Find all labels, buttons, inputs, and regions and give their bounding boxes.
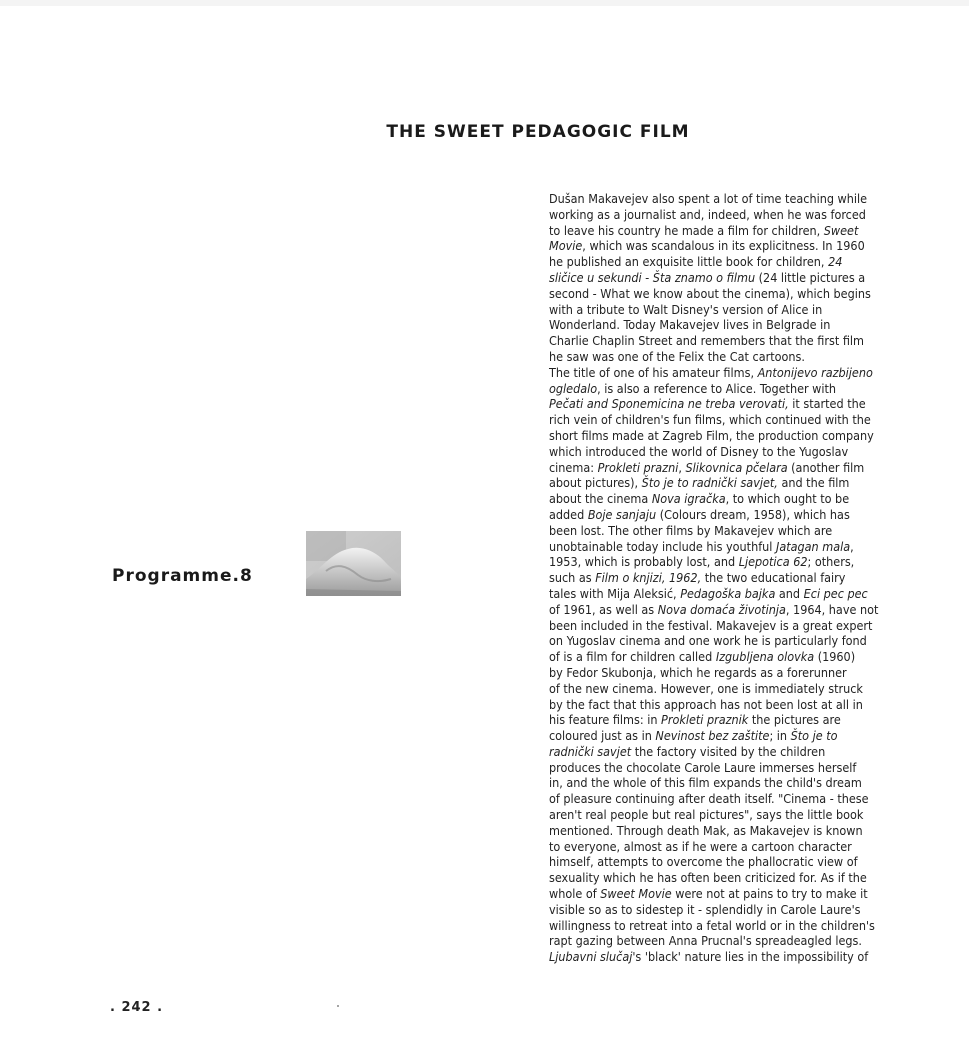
body-line (549, 681, 894, 697)
body-line-segment: rapt gazing between Anna Prucnal's spreadeagled legs. (549, 933, 862, 949)
body-line (549, 302, 894, 318)
body-line-segment: the pictures are (748, 712, 841, 728)
body-line (549, 902, 894, 918)
body-line-segment: (24 little pictures a (755, 269, 866, 285)
body-line-italic-segment: Prokleti praznik (661, 712, 749, 728)
body-line (549, 333, 894, 349)
body-line (549, 728, 894, 744)
body-line (549, 238, 894, 254)
body-line-segment: himself, attempts to overcome the phallocratic view of (549, 854, 858, 870)
body-line (549, 349, 894, 365)
body-line-segment: on Yugoslav cinema and one work he is particularly fond (549, 633, 867, 649)
body-line-segment: , is also a reference to Alice. Together with (597, 380, 837, 396)
body-line-segment: 1953, which is probably lost, and (549, 554, 739, 570)
body-line-italic-segment: Film o knjizi, 1962, (595, 570, 702, 586)
body-line-italic-segment: Slikovnica pčelara (685, 459, 788, 475)
body-line (549, 886, 894, 902)
body-line-italic-segment: Što je to (790, 728, 838, 744)
body-line-segment: by Fedor Skubonja, which he regards as a forerunner (549, 664, 847, 680)
body-line-segment: Wonderland. Today Makavejev lives in Belgrade in (549, 317, 831, 333)
body-line (549, 839, 894, 855)
body-line-italic-segment: Boje sanjaju (587, 506, 657, 522)
body-line-segment: 's 'black' nature lies in the impossibility of (632, 949, 869, 965)
body-line-italic-segment: Pedagoška bajka (680, 585, 776, 601)
body-line (549, 254, 894, 270)
body-line (549, 491, 894, 507)
body-line-segment: Dušan Makavejev also spent a lot of time teaching while (549, 191, 868, 206)
body-line-segment: added (549, 506, 588, 522)
body-line-segment: unobtainable today include his youthful (549, 538, 777, 554)
body-line-segment: the two educational fairy (701, 570, 846, 586)
body-line (549, 286, 894, 302)
body-line-segment: , (850, 538, 854, 554)
body-line-segment: second - What we know about the cinema), which begins (549, 285, 871, 301)
body-line-italic-segment: Nevinost bez zaštite (655, 728, 770, 744)
body-line-italic-segment: Nova igračka (651, 491, 726, 507)
body-line (549, 396, 894, 412)
body-line (549, 475, 894, 491)
body-line-segment: visible so as to sidestep it - splendidly in Carole Laure's (549, 901, 861, 917)
body-line-segment: and (775, 585, 804, 601)
body-line-segment: willingness to retreat into a fetal world or in the children's (549, 917, 875, 933)
body-line-segment: (another film (787, 459, 865, 475)
body-line (549, 807, 894, 823)
body-line-italic-segment: Sweet (823, 222, 859, 238)
body-line-segment: he saw was one of the Felix the Cat cartoons. (549, 348, 805, 364)
body-line-segment: of 1961, as well as (549, 601, 658, 617)
body-line-segment: and the film (777, 475, 850, 491)
body-line-segment: The title of one of his amateur films, (549, 364, 758, 380)
body-line-segment: , to which ought to be (725, 491, 850, 507)
body-line-segment: , 1964, have not (785, 601, 879, 617)
body-line (549, 918, 894, 934)
body-line (549, 649, 894, 665)
body-line-italic-segment: Antonijevo razbijeno (757, 364, 873, 380)
body-line-segment: ; others, (807, 554, 855, 570)
body-line-segment: mentioned. Through death Mak, as Makavejev is known (549, 822, 863, 838)
body-line-italic-segment: Izgubljena olovka (715, 649, 815, 665)
body-line-italic-segment: Sweet Movie (600, 886, 672, 902)
body-line-italic-segment: Prokleti prazni (597, 459, 679, 475)
body-line-segment: with a tribute to Walt Disney's version of Alice in (549, 301, 823, 317)
body-line-segment: were not at pains to try to make it (671, 886, 868, 902)
body-line (549, 191, 894, 207)
body-line-italic-segment: Ljubavni slučaj (549, 949, 633, 965)
body-line-segment: coloured just as in (549, 728, 656, 744)
body-line (549, 381, 894, 397)
body-line-segment: aren't real people but real pictures", says the little book (549, 807, 864, 823)
body-line-segment: short films made at Zagreb Film, the production company (549, 427, 874, 443)
body-line-segment: whole of (549, 886, 601, 902)
body-line-italic-segment: Jatagan mala (776, 538, 851, 554)
body-line (549, 791, 894, 807)
body-line-segment: in, and the whole of this film expands the child's dream (549, 775, 862, 791)
body-line-italic-segment: Što je to radnički savjet, (641, 475, 778, 491)
body-line-segment: it started the (788, 396, 866, 412)
body-line-segment: , which was scandalous in its explicitness. In 1960 (582, 238, 865, 254)
article-body (549, 191, 894, 965)
body-line-segment: rich vein of children's fun films, which continued with the (549, 412, 871, 428)
page-edge (0, 0, 969, 6)
body-line (549, 586, 894, 602)
body-line-segment: such as (549, 570, 596, 586)
body-line (549, 870, 894, 886)
body-line (549, 665, 894, 681)
body-line-italic-segment: Nova domaća životinja (657, 601, 786, 617)
body-line-segment: cinema: (549, 459, 598, 475)
body-line-segment: sexuality which he has often been criticized for. As if the (549, 870, 867, 886)
body-line-segment: been included in the festival. Makavejev is a great expert (549, 617, 873, 633)
body-line (549, 712, 894, 728)
body-line-segment: ; in (769, 728, 791, 744)
film-still-image (306, 531, 401, 596)
body-line-italic-segment: radnički savjet (549, 743, 632, 759)
body-line-segment: Charlie Chaplin Street and remembers that the first film (549, 333, 865, 349)
body-line-italic-segment: 24 (828, 254, 843, 270)
body-line (549, 602, 894, 618)
body-line (549, 570, 894, 586)
body-line (549, 207, 894, 223)
body-line (549, 633, 894, 649)
body-line (549, 270, 894, 286)
body-line-segment: which introduced the world of Disney to the Yugoslav (549, 443, 849, 459)
body-line (549, 539, 894, 555)
body-line-italic-segment: Pečati and Sponemicina ne treba verovati, (549, 396, 789, 412)
body-line-segment: about pictures), (549, 475, 642, 491)
body-line-italic-segment: Ljepotica 62 (738, 554, 808, 570)
body-line-segment: of the new cinema. However, one is immediately struck (549, 680, 863, 696)
body-line-segment: of is a film for children called (549, 649, 716, 665)
body-line (549, 744, 894, 760)
body-line-segment: been lost. The other films by Makavejev which are (549, 522, 833, 538)
page-number: . 242 . (110, 1000, 164, 1015)
body-line-segment: to everyone, almost as if he were a cartoon character (549, 838, 852, 854)
body-line (549, 823, 894, 839)
body-line-segment: , (678, 459, 686, 475)
body-line-italic-segment: sličice u sekundi - Šta znamo o filmu (549, 269, 756, 285)
body-line (549, 618, 894, 634)
body-line-segment: (1960) (814, 649, 856, 665)
body-line-italic-segment: ogledalo (549, 380, 598, 396)
body-line (549, 760, 894, 776)
print-speck (337, 1005, 339, 1007)
body-line-italic-segment: Movie (549, 238, 583, 254)
body-line-segment: of pleasure continuing after death itself. "Cinema - these (549, 791, 869, 807)
body-line (549, 854, 894, 870)
body-line (549, 223, 894, 239)
body-line (549, 460, 894, 476)
body-line-segment: his feature films: in (549, 712, 662, 728)
body-line-segment: he published an exquisite little book for children, (549, 254, 829, 270)
body-line (549, 428, 894, 444)
body-line-segment: by the fact that this approach has not been lost at all in (549, 696, 863, 712)
body-line (549, 507, 894, 523)
body-line (549, 444, 894, 460)
body-line (549, 697, 894, 713)
body-line (549, 365, 894, 381)
body-line (549, 775, 894, 791)
body-line-segment: (Colours dream, 1958), which has (656, 506, 850, 522)
body-line (549, 523, 894, 539)
film-still-graphic (306, 531, 401, 596)
body-line (549, 554, 894, 570)
body-line (549, 949, 894, 965)
body-line-segment: about the cinema (549, 491, 652, 507)
body-line (549, 317, 894, 333)
body-line (549, 412, 894, 428)
body-line-segment: the factory visited by the children (631, 743, 826, 759)
programme-label: Programme.8 (112, 566, 253, 586)
body-line-segment: tales with Mija Aleksić, (549, 585, 681, 601)
body-line-segment: produces the chocolate Carole Laure immerses herself (549, 759, 857, 775)
page-title: THE SWEET PEDAGOGIC FILM (386, 122, 690, 143)
body-line-italic-segment: Eci pec pec (803, 585, 868, 601)
body-line-segment: to leave his country he made a film for children, (549, 222, 824, 238)
body-line-segment: working as a journalist and, indeed, when he was forced (549, 206, 866, 222)
body-line (549, 933, 894, 949)
